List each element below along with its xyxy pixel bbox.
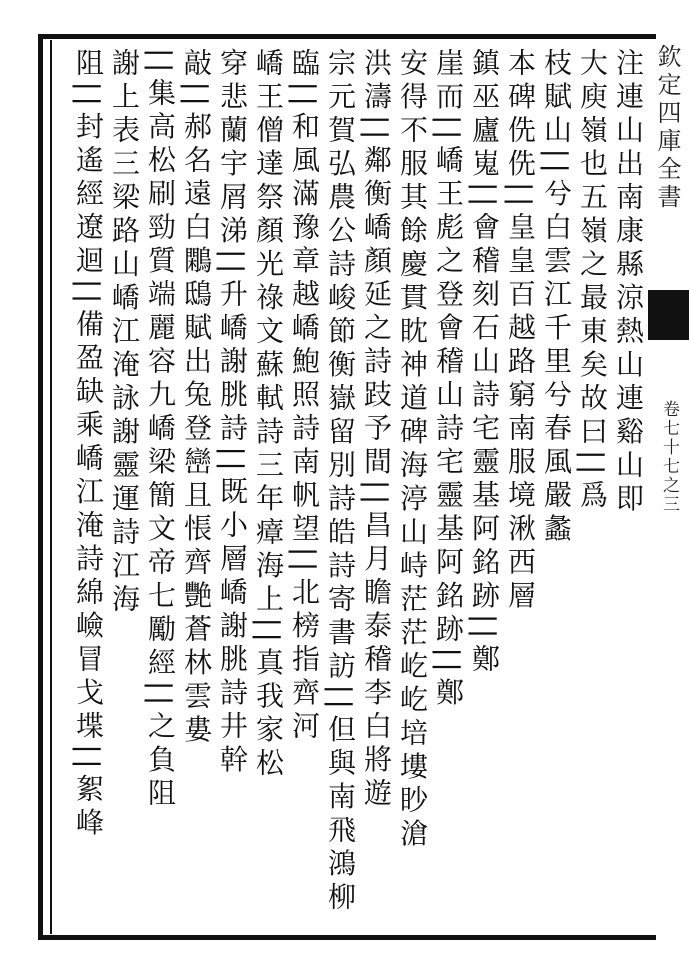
fold-book-title: 欽定四庫全書 xyxy=(653,44,681,212)
column-text: 洪濤||鄰衡嶠顏延之詩跂予間||昌月瞻泰稽李白將遊 xyxy=(360,48,393,812)
text-column-1 xyxy=(610,48,646,932)
text-column-15 xyxy=(106,48,142,932)
column-text: 安得不服其餘慶貫眈神道碑海渟山峙茫茫屹屹培塿眇滄 xyxy=(396,48,429,852)
text-column-11 xyxy=(250,48,286,932)
text-column-7 xyxy=(394,48,430,932)
text-column-16 xyxy=(70,48,106,932)
column-text: 注連山出南康縣涼熱山連谿山即 xyxy=(612,48,645,517)
column-text: 崖而||嶠王彪之登會稽山詩宅靈基阿銘跡||鄭 xyxy=(432,48,465,711)
text-column-9 xyxy=(322,48,358,932)
text-body xyxy=(58,48,646,932)
fishtail-mark xyxy=(648,290,689,340)
column-text: 敲||郝名遠白鷴鴟賦出兔登巒且悵齊艷蒼林雲婁 xyxy=(180,48,213,748)
inner-border-line xyxy=(50,40,52,934)
column-text: 臨||和風滿豫章越嶠鮑照詩南帆望||北榜指齊河 xyxy=(288,48,321,745)
text-column-3 xyxy=(538,48,574,932)
text-column-4 xyxy=(502,48,538,932)
column-text: ||集高松刷勁質端麗容九嶠梁簡文帝七勵經||之負阻 xyxy=(144,48,177,812)
column-text: 大庾嶺也五嶺之最東矣故曰||爲 xyxy=(576,48,609,514)
text-column-2 xyxy=(574,48,610,932)
column-text: 嶠王僧達祭顏光祿文蘇軾詩三年瘴海上||真我家松 xyxy=(252,48,285,782)
text-column-5 xyxy=(466,48,502,932)
text-column-14 xyxy=(142,48,178,932)
column-text: 本碑侁侁||皇皇百越路窮南服境湫西層 xyxy=(504,48,537,614)
text-column-13 xyxy=(178,48,214,932)
column-text: 阻||封遙經遼迴||備盈缺乘嶠江淹詩綿嶮冒戈堞||絮峰 xyxy=(72,48,105,842)
column-text: 鎮巫廬嵬||會稽刻石山詩宅靈基阿銘跡||鄭 xyxy=(468,48,501,678)
text-column-12 xyxy=(214,48,250,932)
fold-chapter-number: 卷七十七之三 xyxy=(659,400,679,514)
column-text: 枝賦山||兮白雲江千里兮春風嚴蠡 xyxy=(540,48,573,547)
column-text: 穿悲蘭宇屑涕||升嶠謝朓詩||既小層嶠謝朓詩井幹 xyxy=(216,48,249,778)
text-column-6 xyxy=(430,48,466,932)
text-column-10 xyxy=(286,48,322,932)
text-column-8 xyxy=(358,48,394,932)
column-text: 宗元賀弘農公詩峻節衡嶽留別詩皓詩寄書訪||但與南飛鴻柳 xyxy=(324,48,357,916)
column-text: 謝上表三梁路山嶠江淹詠謝靈運詩江海 xyxy=(108,48,141,618)
